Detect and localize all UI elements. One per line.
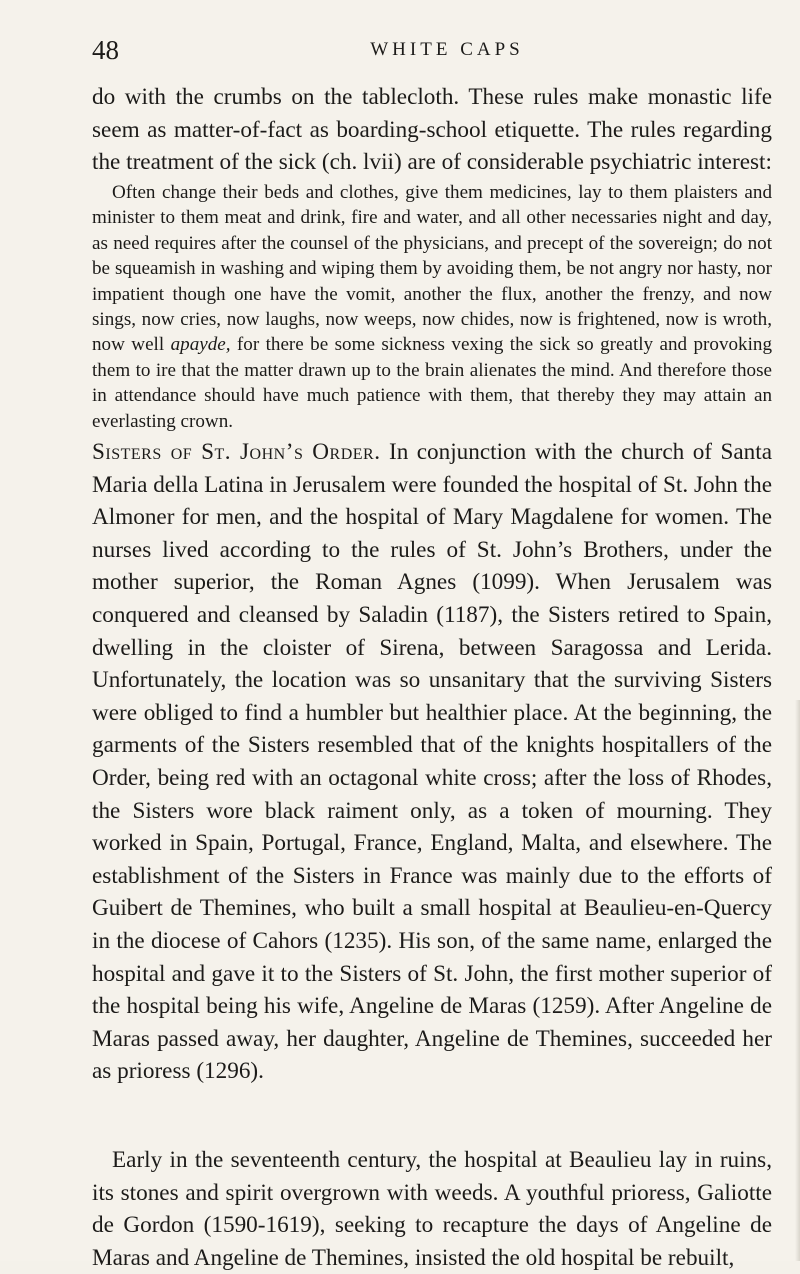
running-head: WHITE CAPS [370, 39, 524, 60]
quote-text-2: for there be some sickness vexing the sick so greatly and provoking them to ire that the matter drawn up to the brain alienates the mind. And therefore those in attendance should have much patience with them, that thereby they may attain an everlasting crown. [92, 334, 772, 432]
block-quote [92, 180, 772, 434]
page-number: 48 [92, 35, 119, 65]
quote-text-1: Often change their beds and clothes, give them medicines, lay to them plaisters and minister to them meat and drink, fire and water, and all other necessaries night and day, as need requires after the counsel of the physicians, and precept of the sovereign; do not be squeamish in washing and wiping them by avoiding them, be not angry nor hasty, nor impatient though one have the vomit, another the flux, another the frenzy, and now sings, now cries, now laughs, now weeps, now chides, now is frightened, now is wroth, now well [92, 182, 772, 356]
section-heading: Sisters of St. John’s Order. [92, 439, 381, 465]
quote-italic-word: apayde, [170, 334, 231, 356]
paragraph-2-text: In conjunction with the church of Santa Maria della Latina in Jerusalem were founded the hospital of St. John the Almoner for men, and the hospital of Mary Magdalene for women. The nurses lived according to the rules of St. John’s Brothers, under the mother superior, the Roman Agnes (1099). When Jerusalem was conquered and cleansed by Saladin (1187), the Sisters retired to Spain, dwelling in the cloister of Sirena, between Saragossa and Lerida. Unfortunately, the location was so unsanitary that the surviving Sisters were obliged to find a humbler but healthier place. At the beginning, the garments of the Sisters resembled that of the knights hospitallers of the Order, being red with an octagonal white cross; after the loss of Rhodes, the Sisters wore black raiment only, as a token of mourning. They worked in Spain, Portugal, France, England, Malta, and elsewhere. The establishment of the Sisters in France was mainly due to the efforts of Guibert de Themines, who built a small hospital at Beaulieu-en-Quercy in the diocese of Cahors (1235). His son, of the same name, enlarged the hospital and gave it to the Sisters of St. John, the first mother superior of the hospital being his wife, Angeline de Maras (1259). After Angeline de Maras passed away, her daughter, Angeline de Themines, succeeded her as prioress (1296). [92, 439, 772, 1085]
paragraph-3: Early in the seventeenth century, the hospital at Beaulieu lay in ruins, its stones and spirit overgrown with weeds. A youthful prioress, Galiotte de Gordon (1590-1619), seeking to recapture the days of Angeline de Maras and Angeline de Themines, insisted the old hospital be rebuilt, [92, 1147, 772, 1271]
paragraph-2 [92, 436, 772, 1088]
page-edge-shadow [795, 700, 800, 1261]
paragraph-1: do with the crumbs on the tablecloth. These rules make monastic life seem as matter-of-fact as boarding-school etiquette. The rules regarding the treatment of the sick (ch. lvii) are of considerable psychiatric interest: [92, 84, 772, 176]
page-header [92, 30, 772, 70]
